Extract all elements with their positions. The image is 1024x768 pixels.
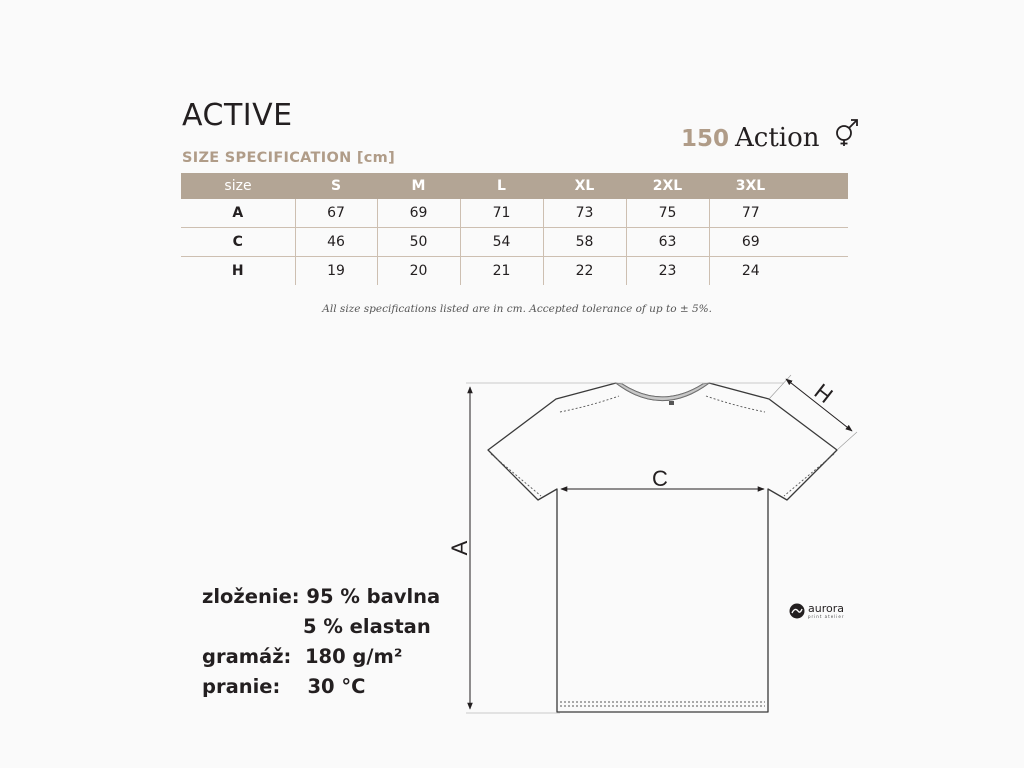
dimension-a [466,383,784,713]
composition-label: zloženie: [202,585,300,608]
table-cell: 77 [709,199,792,228]
seam-stitches [491,396,834,706]
tshirt-outline [488,383,837,712]
fabric-composition [202,582,440,702]
table-cell: 22 [543,257,626,286]
weight-value: 180 g/m² [304,645,403,668]
tolerance-note: All size specifications listed are in cm. Accepted tolerance of up to ± 5%. [322,303,712,315]
table-cell: 50 [377,228,460,257]
washing-value: 30 °C [307,675,366,698]
logo-subtitle: print atelier [808,614,845,619]
weight-label: gramáž: [202,645,292,668]
table-cell: 69 [709,228,792,257]
table-cell: 63 [626,228,709,257]
table-cell: 23 [626,257,709,286]
collar-rib [616,383,709,401]
table-cell: 54 [460,228,543,257]
product-code: 150 [681,126,730,152]
washing-row [202,672,440,702]
table-cell: 71 [460,199,543,228]
size-header-s: S [295,173,377,199]
row-label-h: H [231,263,244,279]
logo-word: aurora [808,602,844,615]
table-cell: 58 [543,228,626,257]
table-cell: 19 [295,257,377,286]
material-2: 5 % elastan [303,615,431,638]
table-cell: 75 [626,199,709,228]
page-title: ACTIVE [182,98,293,133]
material-1: 95 % bavlna [306,585,441,608]
size-header-m: M [377,173,460,199]
dimension-label-c: C [652,466,668,491]
product-name: Action [735,123,820,153]
table-cell: 73 [543,199,626,228]
table-cell: 46 [295,228,377,257]
neck-label [669,401,674,405]
weight-row [202,642,440,672]
table-cell: 67 [295,199,377,228]
dimension-label-h: H [809,378,838,409]
dimension-h [769,375,857,450]
size-header-label: size [181,173,295,199]
row-label-c: C [181,228,295,257]
size-header-2xl: 2XL [626,173,709,199]
size-header-3xl: 3XL [709,173,792,199]
aurora-logo-icon [789,603,805,619]
washing-label: pranie: [202,675,281,698]
aurora-logo [789,603,844,619]
row-label-a: A [181,199,295,228]
table-cell: 24 [709,257,792,286]
dimension-label-a: A [447,540,472,556]
composition-row [202,582,440,612]
size-header-xl: XL [543,173,626,199]
table-cell: 69 [377,199,460,228]
table-cell: 20 [377,257,460,286]
size-header-l: L [460,173,543,199]
composition-row-2 [202,612,440,642]
table-cell: 21 [460,257,543,286]
size-spec-heading: SIZE SPECIFICATION [cm] [182,150,396,166]
